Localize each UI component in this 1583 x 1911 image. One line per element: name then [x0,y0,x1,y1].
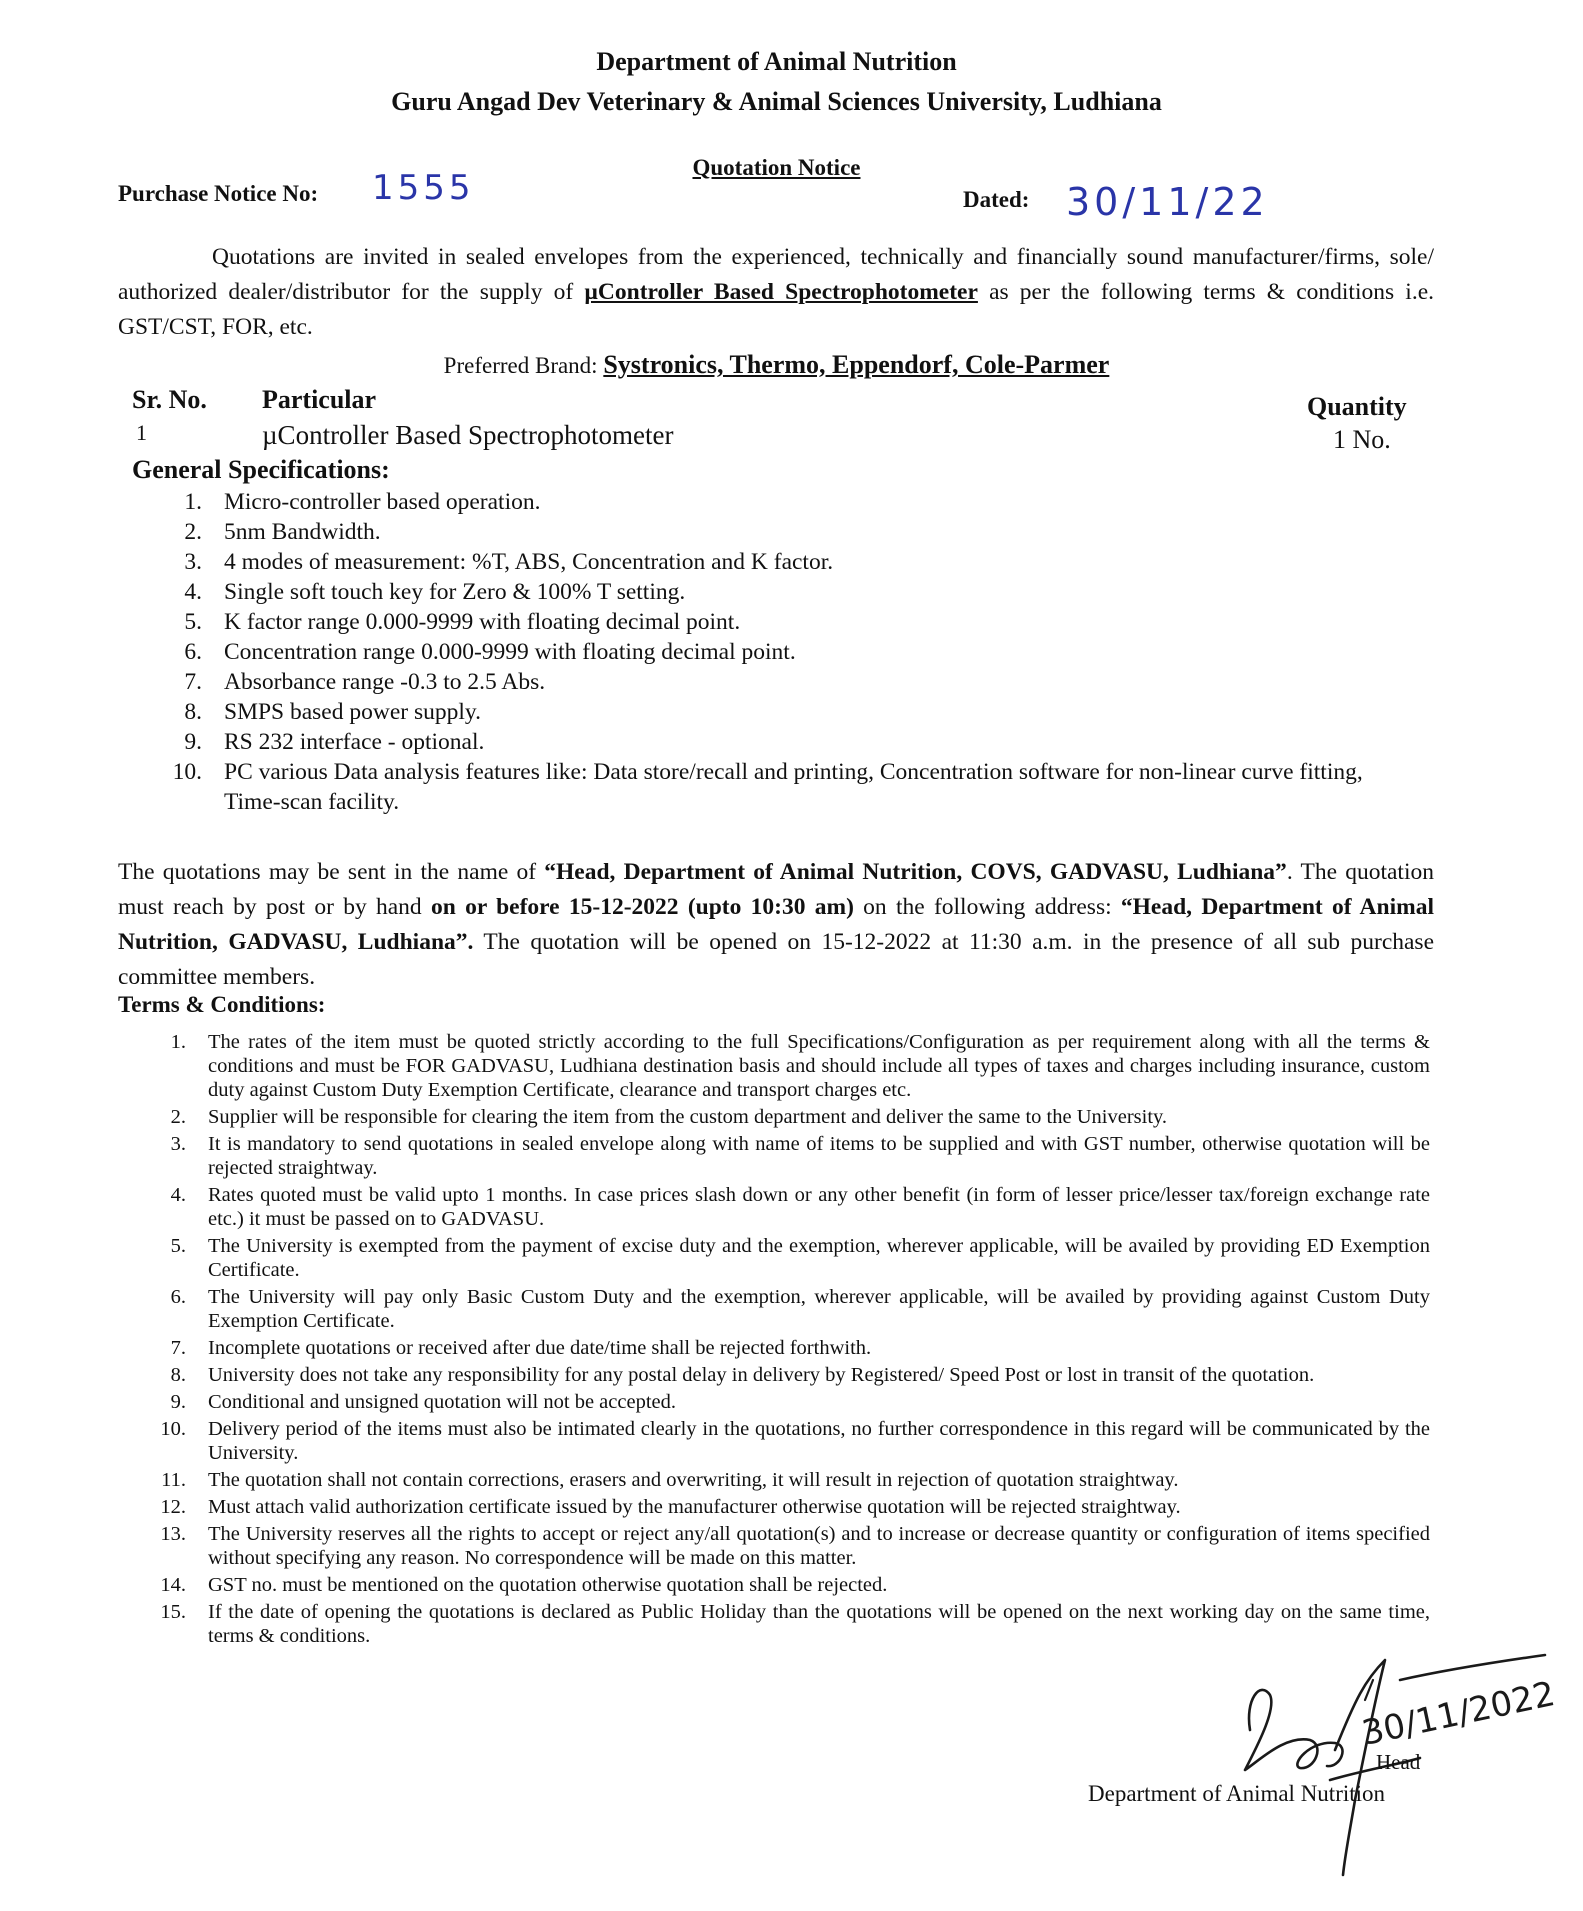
dated-label: Dated: [963,187,1030,212]
signatory-department: Department of Animal Nutrition [1088,1781,1386,1806]
term-item: 1. The rates of the item must be quoted strictly according to the full Specifications/Configuration as per requirement along with all the terms & conditions and must be FOR GADVASU, Ludhiana destination basis and should include all types of taxes and charges including insurance, custom duty against Custom Duty Exemption Certificate, clearance and transport charges etc. [170,1031,1430,1101]
spec-item: 2. 5nm Bandwidth. [184,519,381,545]
terms-list [158,1030,1430,1651]
intro-text-end: as per the following terms & conditions i.e. GST/CST, FOR, etc. [118,279,1434,340]
col-header-sr-no: Sr. No. [132,385,207,414]
term-item: 3. It is mandatory to send quotations in sealed envelope along with name of items to be supplied and with GST number, otherwise quotation will be rejected straightway. [170,1133,1430,1179]
term-item: 2. Supplier will be responsible for clearing the item from the custom department and deliver the same to the University. [170,1106,1168,1128]
signature-date: 30/11/2022 [1358,1673,1559,1754]
item-sr-no: 1 [136,420,147,445]
signatory-title: Head [1376,1750,1421,1774]
intro-text: Quotations are invited in sealed envelopes from the experienced, technically and financially sound manufacturer/firms, sole/ authorized dealer/distributor for the supply of [118,244,1434,305]
specifications-list [172,487,1422,817]
notice-title: Quotation Notice [692,155,861,180]
term-item: 4. Rates quoted must be valid upto 1 months. In case prices slash down or any other benefit (in form of lesser price/lesser tax/foreign exchange rate etc.) it must be passed on to GADVASU. [170,1184,1430,1230]
address-paragraph: The quotations may be sent in the name of “Head, Department of Animal Nutrition, COVS, GADVASU, Ludhiana”. The quotation must reach by post or by hand on or before 15-12-2022 (upto 10:30 am) on the following address: “Head, Department of Animal Nutrition, GADVASU, Ludhiana”. The quotation will be opened on 15-12-2022 at 11:30 a.m. in the presence of all sub purchase committee members. [118,859,1435,990]
preferred-brand [0,350,1553,380]
item-quantity: 1 No. [1333,425,1391,454]
purchase-notice-label: Purchase Notice No: [118,181,319,206]
preferred-brand-names: Systronics, Thermo, Eppendorf, Cole-Parmer [603,350,1110,379]
spec-item: 5. K factor range 0.000-9999 with floating decimal point. [184,609,741,635]
term-item: 6. The University will pay only Basic Custom Duty and the exemption, wherever applicable, will be availed by providing against Custom Duty Exemption Certificate. [170,1286,1430,1332]
intro-paragraph [118,240,1434,345]
term-item: 8. University does not take any responsibility for any postal delay in delivery by Registered/ Speed Post or lost in transit of the quotation. [170,1364,1315,1386]
term-item: 11. The quotation shall not contain corrections, erasers and overwriting, it will result in rejection of quotation straightway. [161,1469,1179,1491]
spec-item: 1. Micro-controller based operation. [184,489,541,515]
term-item: 15. If the date of opening the quotations is declared as Public Holiday than the quotations will be opened on the next working day on the same time, terms & conditions. [160,1601,1430,1647]
intro-item-name: µController Based Spectrophotometer [584,279,978,305]
spec-item: 9. RS 232 interface - optional. [184,729,485,755]
spec-item: 4. Single soft touch key for Zero & 100% T setting. [184,579,686,605]
purchase-notice-number: 1555 [372,168,475,208]
spec-item: 3. 4 modes of measurement: %T, ABS, Concentration and K factor. [184,549,834,575]
spec-item: 7. Absorbance range -0.3 to 2.5 Abs. [184,669,546,695]
term-item: 14. GST no. must be mentioned on the quotation otherwise quotation shall be rejected. [160,1574,888,1596]
col-header-quantity: Quantity [1307,392,1407,421]
term-item: 10. Delivery period of the items must also be intimated clearly in the quotations, no further correspondence in this regard will be communicated by the University. [160,1418,1430,1464]
item-particular: µController Based Spectrophotometer [262,420,674,450]
university-heading: Guru Angad Dev Veterinary & Animal Sciences University, Ludhiana [391,87,1162,116]
term-item: 13. The University reserves all the rights to accept or reject any/all quotation(s) and to increase or decrease quantity or configuration of items specified without specifying any reason. No correspondence will be made on this matter. [160,1523,1430,1569]
preferred-brand-label: Preferred Brand: [443,353,604,378]
dated-value: 30/11/22 [1066,180,1269,224]
spec-item: 8. SMPS based power supply. [184,699,481,725]
department-heading: Department of Animal Nutrition [596,47,957,76]
term-item: 5. The University is exempted from the payment of excise duty and the exemption, wherever applicable, will be availed by providing ED Exemption Certificate. [170,1235,1430,1281]
term-item: 9. Conditional and unsigned quotation will not be accepted. [170,1391,676,1413]
col-header-particular: Particular [262,385,377,414]
term-item: 12. Must attach valid authorization certificate issued by the manufacturer otherwise quotation will be rejected straightway. [160,1496,1181,1518]
spec-item: 10. PC various Data analysis features like: Data store/recall and printing, Concentration software for non-linear curve fitting, Time-scan facility. [172,759,1363,815]
spec-item: 6. Concentration range 0.000-9999 with floating decimal point. [184,639,796,665]
general-specifications-title: General Specifications: [132,455,390,484]
term-item: 7. Incomplete quotations or received after due date/time shall be rejected forthwith. [170,1337,872,1359]
terms-title: Terms & Conditions: [118,992,326,1017]
